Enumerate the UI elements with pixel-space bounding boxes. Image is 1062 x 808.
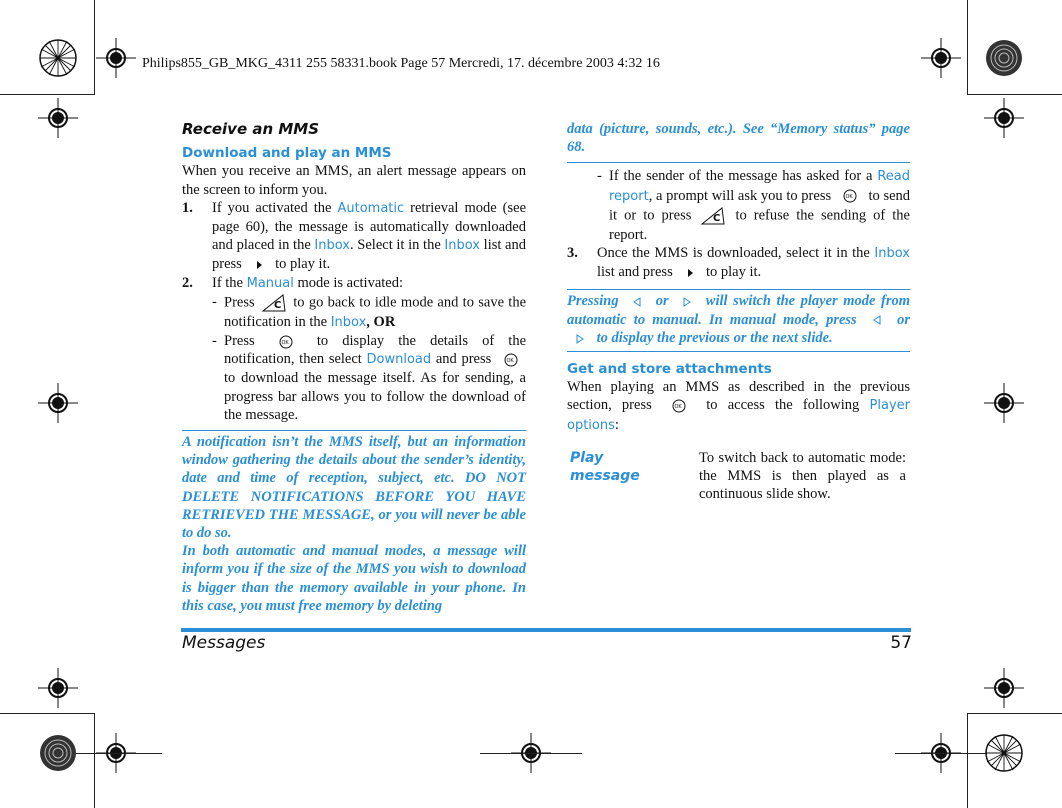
note-separator bbox=[567, 289, 910, 290]
right-arrow-key-icon bbox=[245, 258, 271, 272]
menu-term: Manual bbox=[246, 275, 294, 291]
registration-crosshair-icon bbox=[38, 383, 78, 423]
registration-crosshair-icon bbox=[38, 98, 78, 138]
sub-list-item: - Press OK to display the details of the notification, then select Download and press OK to download the message itself. As for sending, a progress bar allows you to follow the download of the message. bbox=[212, 333, 526, 423]
registration-crosshair-icon bbox=[921, 38, 961, 78]
menu-term: Read report bbox=[609, 169, 910, 204]
note-text: In both automatic and manual modes, a message will inform you if the size of the MMS you wish to download is bigger than the memory available in your phone. In this case, you must free memory by deleting bbox=[182, 543, 526, 614]
crop-line bbox=[94, 713, 95, 808]
subsection-title: Download and play an MMS bbox=[182, 145, 392, 162]
list-item: 2. If the Manual mode is activated: bbox=[182, 274, 403, 291]
intro-paragraph: When you receive an MMS, an alert message appears on the screen to inform you. bbox=[182, 163, 526, 198]
menu-term: Download bbox=[366, 352, 432, 368]
crop-line bbox=[94, 0, 95, 95]
ok-key-icon bbox=[662, 398, 696, 414]
crop-line bbox=[967, 713, 1062, 714]
left-arrow-key-icon bbox=[624, 295, 650, 309]
note-text: A notification isn’t the MMS itself, but an information window gathering the details about the sender’s identity, date and time of reception, subject, etc. DO NOT DELETE NOTIFICATIONS BEFORE YOU HAVE RETRIEVED THE MESSAGE, or you will never be able to do so. bbox=[182, 434, 526, 542]
crop-line bbox=[480, 753, 582, 754]
menu-term: Inbox bbox=[444, 238, 480, 254]
item-number: 3. bbox=[567, 245, 578, 262]
menu-term: Inbox bbox=[874, 246, 910, 262]
left-column bbox=[182, 120, 526, 615]
sub-list-item: - Press C to go back to idle mode and to save the notification in the Inbox, OR bbox=[212, 293, 527, 330]
starburst-target-icon bbox=[38, 38, 78, 78]
right-arrow-key-icon bbox=[676, 266, 702, 280]
left-arrow-key-icon bbox=[864, 313, 890, 327]
ok-key-icon bbox=[269, 334, 303, 350]
page-number: 57 bbox=[890, 633, 912, 653]
svg-text:OK: OK bbox=[674, 404, 682, 411]
sub-list-item: - If the sender of the message has asked for a Read report, a prompt will ask you to press OK to send it or to press C to refuse the sending of the report. bbox=[597, 168, 911, 243]
crop-line bbox=[0, 713, 95, 714]
options-table bbox=[567, 449, 910, 509]
print-header: Philips855_GB_MKG_4311 255 58331.book Page 57 Mercredi, 17. décembre 2003 4:32 16 bbox=[142, 56, 660, 71]
crop-line bbox=[0, 94, 95, 95]
option-label: Play message bbox=[570, 449, 640, 484]
svg-text:C: C bbox=[273, 299, 282, 311]
menu-term: Player options bbox=[567, 398, 910, 433]
note-text: Pressing or will switch the player mode from automatic to manual. In manual mode, press or to display the previous or the next slide. bbox=[567, 293, 911, 346]
crop-line bbox=[70, 753, 162, 754]
list-item: 3. Once the MMS is downloaded, select it in the Inbox list and press to play it. bbox=[567, 245, 910, 281]
right-column bbox=[567, 120, 910, 509]
clear-key-icon bbox=[259, 293, 289, 313]
footer-rule bbox=[181, 628, 911, 632]
subsection-title: Get and store attachments bbox=[567, 361, 772, 378]
clear-key-icon bbox=[698, 206, 728, 226]
crop-line bbox=[967, 0, 968, 95]
crop-line bbox=[895, 753, 987, 754]
menu-term: Inbox bbox=[314, 238, 350, 254]
note-separator bbox=[182, 430, 526, 431]
crop-line bbox=[967, 713, 968, 808]
ok-key-icon bbox=[835, 188, 865, 204]
item-number: 1. bbox=[182, 199, 193, 216]
registration-crosshair-icon bbox=[984, 668, 1024, 708]
option-description: To switch back to automatic mode: the MMS is then played as a continuous slide show. bbox=[699, 449, 906, 503]
concentric-target-icon bbox=[984, 38, 1024, 78]
starburst-target-icon bbox=[984, 733, 1024, 773]
right-arrow-key-icon bbox=[674, 295, 700, 309]
right-arrow-key-icon bbox=[567, 332, 593, 346]
menu-term: Automatic bbox=[337, 200, 405, 216]
ok-key-icon bbox=[496, 352, 526, 368]
svg-text:OK: OK bbox=[281, 339, 289, 346]
crop-line bbox=[967, 94, 1062, 95]
svg-text:OK: OK bbox=[506, 357, 514, 364]
registration-crosshair-icon bbox=[984, 98, 1024, 138]
concentric-target-icon bbox=[38, 733, 78, 773]
note-text: data (picture, sounds, etc.). See “Memory status” page 68. bbox=[567, 121, 910, 156]
item-number: 2. bbox=[182, 274, 193, 291]
note-separator bbox=[567, 351, 910, 352]
svg-text:OK: OK bbox=[845, 194, 853, 201]
list-item: 1. If you activated the Automatic retrieval mode (see page 60), the message is automatically downloaded and placed in the Inbox. Select it in the Inbox list and press to play it. bbox=[182, 199, 527, 273]
registration-crosshair-icon bbox=[96, 38, 136, 78]
section-title: Receive an MMS bbox=[182, 120, 320, 138]
registration-crosshair-icon bbox=[984, 383, 1024, 423]
footer-section-name: Messages bbox=[182, 633, 266, 653]
paragraph: When playing an MMS as described in the previous section, press OK to access the following Player options: bbox=[567, 379, 910, 433]
svg-text:C: C bbox=[713, 212, 721, 224]
note-separator bbox=[567, 162, 910, 163]
registration-crosshair-icon bbox=[38, 668, 78, 708]
menu-term: Inbox bbox=[330, 314, 367, 330]
